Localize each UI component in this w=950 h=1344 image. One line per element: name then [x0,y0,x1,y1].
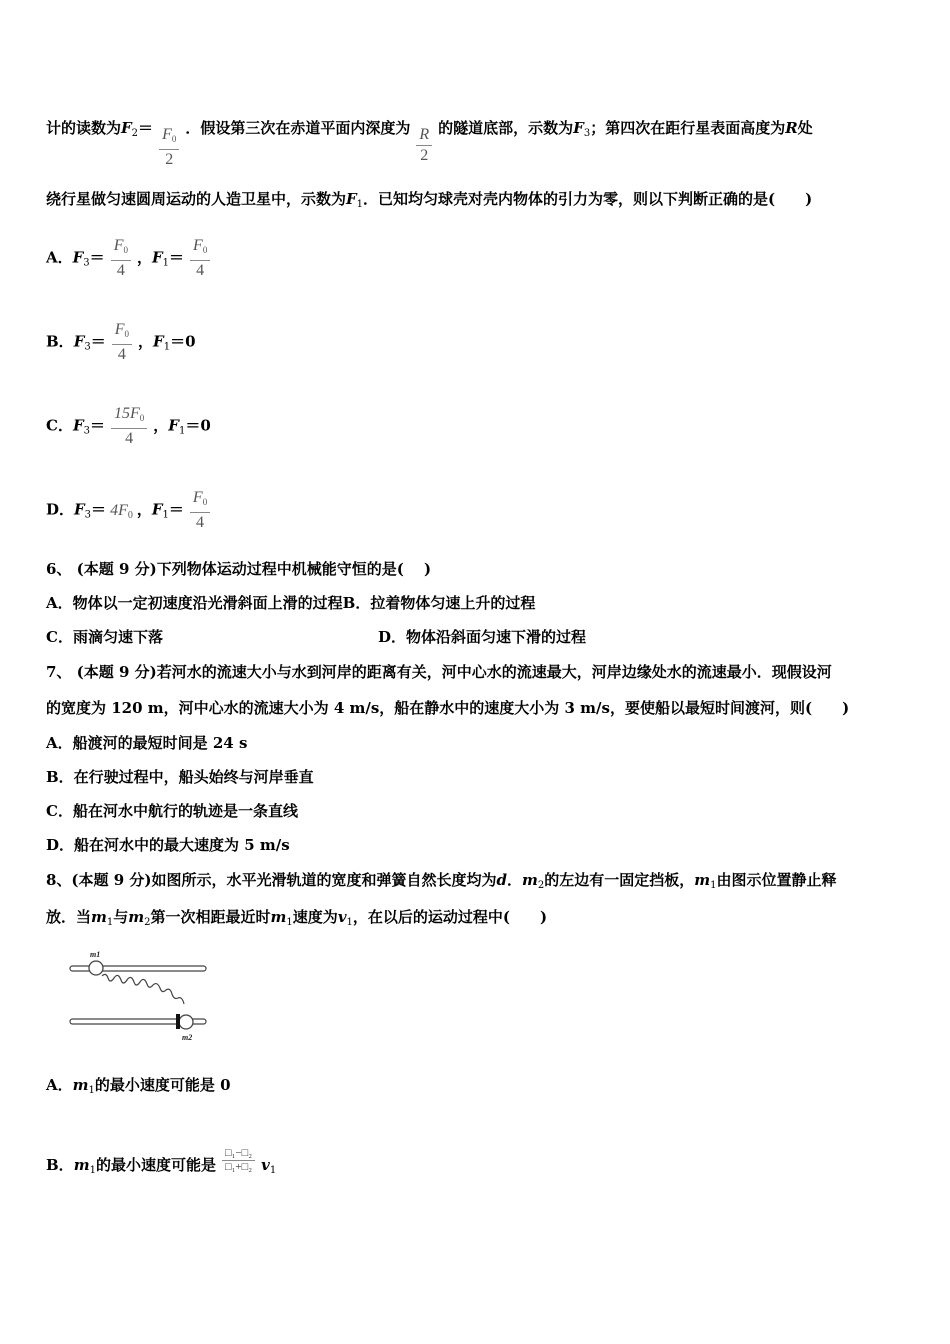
q8-stem-2 [46,907,547,933]
sub: 1 [88,1085,95,1096]
fraction [112,320,132,365]
sub: 0 [123,245,128,255]
para-line-2 [46,189,812,215]
q7-stem-1: 7、 (本题 9 分)若河水的流速大小与水到河岸的距离有关，河中心水的流速最大，河岸边缘处水的流速最小．现假设河 [46,663,832,681]
var-F: F [168,416,179,435]
text: 绕行星做匀速圆周运动的人造卫星中，示数为 [46,190,347,208]
fraction [111,236,131,281]
math: 4F [110,501,128,519]
fraction-F0-over-2 [159,125,179,170]
para-line-1 [46,118,813,170]
text: 8、(本题 9 分)如图所示，水平光滑轨道的宽度和弹簧自然长度均为 [46,871,497,889]
text: ；第四次在距行星表面高度为 [590,119,786,137]
text: 处 [797,119,813,137]
var-R: R [785,119,798,137]
sep: ， [136,500,152,519]
text: ．假设第三次在赤道平面内深度为 [185,119,411,137]
sub: 3 [83,257,90,269]
option-label: C． [46,416,73,435]
equals: ＝ [89,416,105,435]
var-F: F [73,332,85,351]
var-F: F [346,190,357,208]
value: ＝0 [185,416,211,435]
den: 4 [116,262,125,279]
var-F: F [121,119,132,137]
spring-track-figure [66,946,216,1046]
num: R [419,126,430,143]
q7-option-b: B．在行驶过程中，船头始终与河岸垂直 [46,768,314,786]
equals: ＝ [138,119,154,137]
option-label: B． [46,332,74,351]
mass-m2 [179,1015,193,1029]
var-F: F [72,248,84,267]
q7-option-d: D．船在河水中的最大速度为 5 m/s [46,836,290,854]
option-a: A．物体以一定初速度沿光滑斜面上滑的过程 [46,594,343,612]
fixed-barrier [176,1014,180,1029]
equals: ＝ [91,500,107,519]
equals: ＝ [89,248,105,267]
q6-stem: 6、 (本题 9 分)下列物体运动过程中机械能守恒的是( ) [46,560,432,578]
den: 4 [117,346,126,363]
num: F [193,237,203,254]
sub: 2 [537,880,545,891]
q6-option-d: D．物体沿斜面匀速下滑的过程 [378,628,587,646]
sub: 2 [131,128,139,139]
var-m: m [128,908,145,926]
den: 4 [196,514,205,531]
sub: 1 [286,917,293,928]
num: F [162,126,172,143]
var-m: m [91,908,107,926]
sub: 1 [346,917,353,928]
text: 计的读数为 [46,119,122,137]
q5-option-a [46,236,216,281]
sep: ， [153,416,169,435]
sub: 0 [139,413,145,423]
option-b: B．拉着物体匀速上升的过程 [342,594,536,612]
var-m: m [270,908,287,926]
sub: 1 [710,880,717,891]
text: 的隧道底部，示数为 [438,119,574,137]
sub: 1 [178,425,186,437]
fraction [190,236,210,281]
den: 2 [420,147,429,164]
sub: 0 [124,329,130,339]
sub: 1 [89,1165,96,1176]
num: 15F [114,405,140,422]
den: 4 [125,430,134,447]
sub: 1 [162,257,170,269]
option-label: A． [46,248,73,267]
num: □₁−□₂ [224,1147,253,1159]
sub: 1 [162,509,169,521]
label-m1: m1 [90,950,101,959]
value: ＝0 [170,332,196,351]
var-v: v [261,1156,270,1174]
sep: ， [136,248,152,267]
sub: 1 [269,1165,277,1176]
sub: 0 [202,497,208,507]
var-m: m [694,871,711,889]
equals: ＝ [168,500,184,519]
q8-option-b [46,1147,276,1181]
sub: 3 [583,128,591,139]
var-F: F [151,248,163,267]
mass-m1 [89,961,103,975]
num: F [114,321,125,338]
sep: ， [138,332,154,351]
q6-option-c: C．雨滴匀速下落 [46,628,163,646]
sub: 1 [163,341,171,353]
var-m: m [72,1076,89,1094]
text: 与 [113,908,129,926]
var-v: v [337,908,347,926]
var-m: m [73,1156,90,1174]
equals: ＝ [169,248,185,267]
fraction [111,404,147,449]
var-F: F [74,500,85,519]
var-d: d [496,871,508,889]
num: F [192,489,203,506]
den: 4 [196,262,205,279]
sub: 2 [144,917,151,928]
sub: 3 [83,425,90,437]
den: 2 [165,151,174,168]
option-label: B． [46,1156,74,1174]
text: 第一次相距最近时 [150,908,271,926]
label-m2: m2 [182,1033,193,1042]
fraction [190,488,210,533]
sub: 0 [171,134,177,144]
q7-option-a: A．船渡河的最短时间是 24 s [46,734,248,752]
fraction-mass-ratio [222,1147,255,1174]
q8-stem-1 [46,870,837,896]
equals: ＝ [90,332,106,351]
text: ．已知均匀球壳对壳内物体的引力为零，则以下判断正确的是( ) [363,190,813,208]
text: 放．当 [46,908,92,926]
q7-stem-2: 的宽度为 120 m，河中心水的流速大小为 4 m/s，船在静水中的速度大小为 3 m/s，要使船以最短时间渡河，则( ) [46,699,850,717]
text: 由图示位置静止释 [716,871,837,889]
q5-option-b [46,320,196,365]
math-4F0 [110,502,133,519]
sub: 3 [84,509,92,521]
option-label: A． [46,1076,73,1094]
text: ，在以后的运动过程中( ) [352,908,548,926]
fraction-R-over-2 [416,125,432,166]
sub: 3 [84,341,91,353]
text: ． [507,871,523,889]
q5-option-c [46,404,211,449]
q6-option-ab [46,593,535,613]
text: 的最小速度可能是 0 [94,1076,231,1094]
var-F: F [151,500,163,519]
var-m: m [522,871,538,889]
den: □₁+□₂ [224,1161,253,1173]
q8-option-a [46,1075,231,1101]
q5-option-d [46,488,216,533]
sub: 0 [202,245,208,255]
sub: 1 [106,917,114,928]
option-label: D． [46,500,75,519]
sub: 0 [127,509,133,521]
var-F: F [153,332,164,351]
num: F [113,237,124,254]
spring [102,974,184,1004]
q7-option-c: C．船在河水中航行的轨迹是一条直线 [46,802,298,820]
var-F: F [72,416,84,435]
text: 的左边有一固定挡板， [544,871,695,889]
sub: 1 [356,199,364,210]
text: 速度为 [292,908,338,926]
var-F: F [573,119,584,137]
text: 的最小速度可能是 [95,1156,216,1174]
